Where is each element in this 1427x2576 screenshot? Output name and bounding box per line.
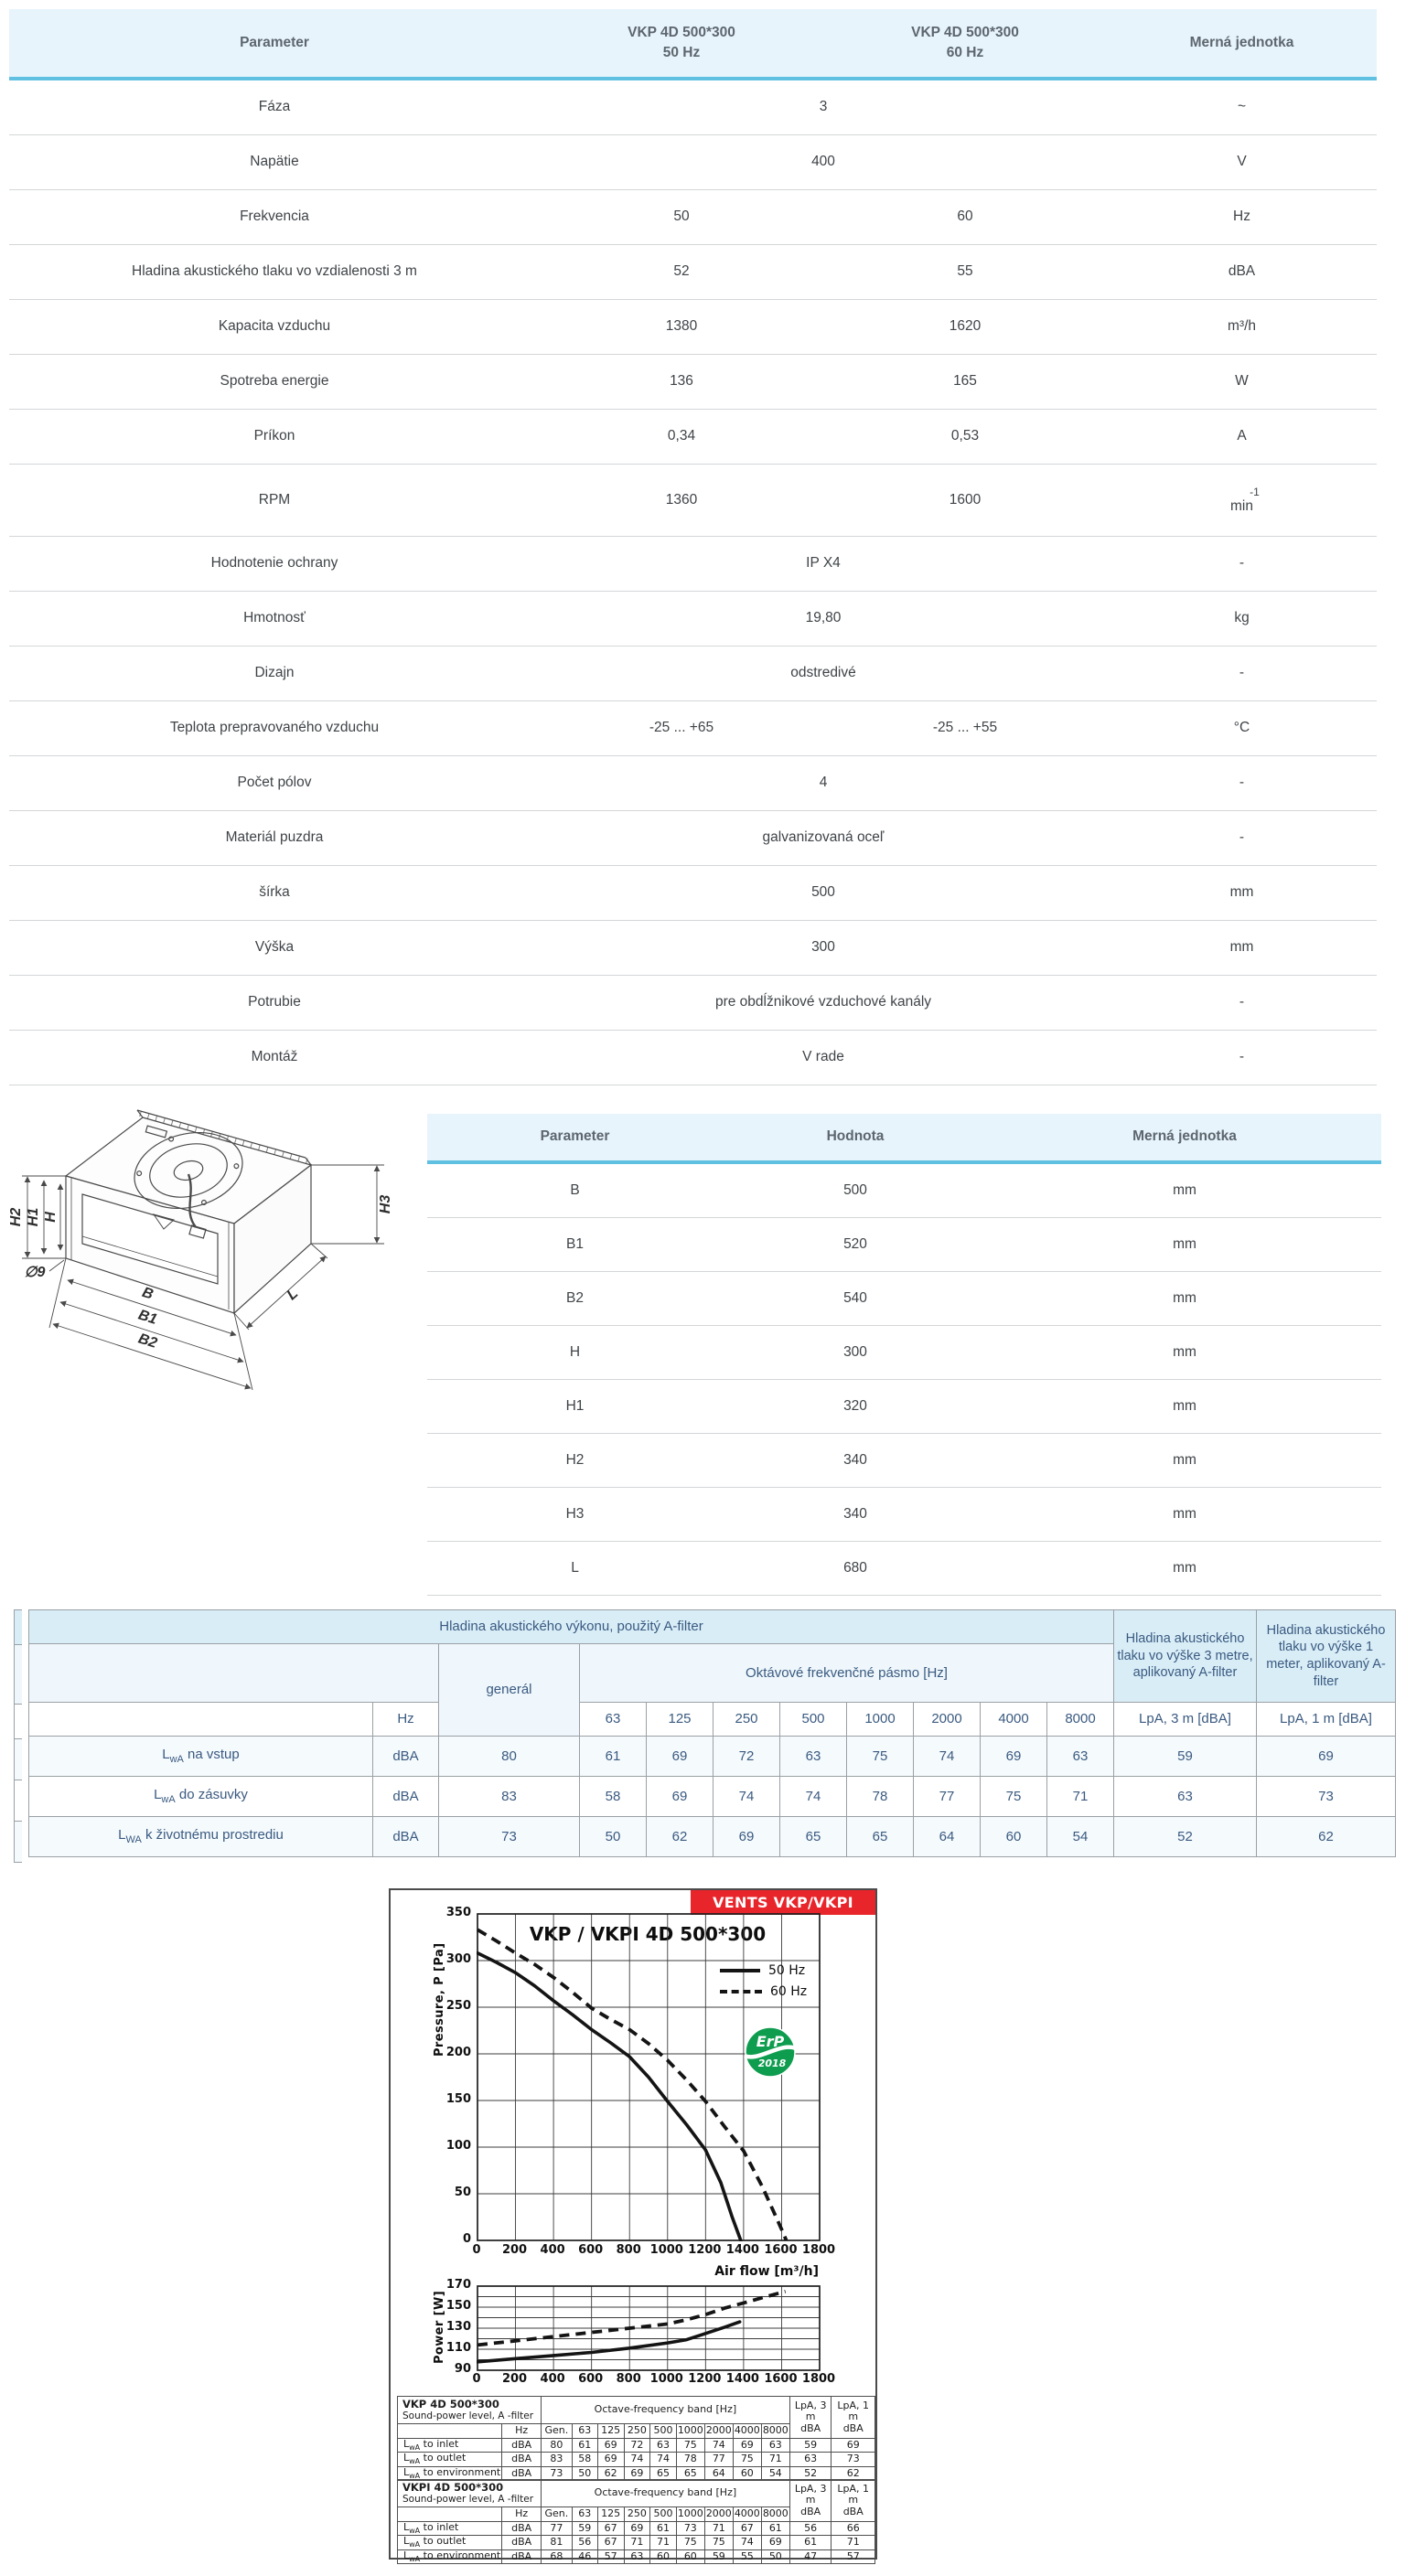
table-row: Počet pólov 4 - [9, 756, 1377, 811]
lpa1-unit-header: LpA, 1 m [dBA] [1257, 1703, 1396, 1737]
freq-header-cell: 500 [780, 1703, 847, 1737]
y-tick-label: 110 [445, 2341, 471, 2355]
table-row: B 500 mm [427, 1164, 1381, 1218]
dimensions-table [427, 1114, 1381, 1596]
y-tick-label: 50 [454, 2186, 471, 2199]
x-tick-label: 1600 [764, 2243, 798, 2257]
table-row: H1 320 mm [427, 1380, 1381, 1434]
spec-table [9, 9, 1377, 1085]
table-row: Dizajn odstredivé - [9, 647, 1377, 701]
dim-table-header [427, 1114, 1381, 1164]
x-tick-label: 800 [616, 2372, 641, 2386]
freq-header-cell: 1000 [847, 1703, 914, 1737]
x-tick-label: 1200 [688, 2243, 722, 2257]
x-tick-label: 200 [501, 2372, 528, 2386]
y-tick-label: 200 [445, 2046, 471, 2059]
freq-header-cell: 4000 [981, 1703, 1047, 1737]
general-column-header: generál [439, 1644, 580, 1737]
y-tick-label: 100 [445, 2139, 471, 2153]
col-header-value: Hodnota [826, 1128, 885, 1145]
lpa1-column-header: Hladina akustického tlaku vo výške 1 meter, aplikovaný A-filter [1257, 1610, 1396, 1703]
col-header-parameter: Parameter [240, 34, 309, 50]
lpa1-header: LpA, 1 m dBA [832, 2397, 875, 2439]
table-row: $L_{wA}$ to outlet dBA 81 56 67 71 71 75 75 74 69 61 71 [398, 2536, 875, 2549]
x-tick-label: 1800 [801, 2243, 836, 2257]
octave-band-header: Octave-frequency band [Hz] [542, 2480, 790, 2507]
freq-header-cell: 2000 [914, 1703, 981, 1737]
octave-band-header: Oktávové frekvenčné pásmo [Hz] [580, 1644, 1114, 1703]
table-row: $L_{wA}$ na vstup dBA 80 61 69 72 63 75 74 69 63 59 69 [29, 1737, 1396, 1777]
dim-label-b1: B1 [136, 1307, 159, 1328]
x-tick-label: 1000 [649, 2243, 683, 2257]
table-row: Výška 300 mm [9, 921, 1377, 976]
acoustic-power-table [28, 1609, 1396, 1857]
x-tick-label: 400 [540, 2372, 565, 2386]
dim-label-h3: H3 [378, 1194, 393, 1214]
vents-red-banner: VENTS VKP/VKPI [691, 1890, 875, 1915]
table-row: $L_{wA}$ to inlet dBA 80 61 69 72 63 75 74 69 63 59 69 [398, 2439, 875, 2453]
y-tick-label: 300 [445, 1952, 471, 1966]
erp-2018-badge [744, 2026, 797, 2079]
legend-60hz-label: 60 Hz [770, 1983, 808, 1999]
chart-title: VKP / VKPI 4D 500*300 [529, 1923, 767, 1945]
power-chart [477, 2285, 821, 2371]
acoustic-table-title: Hladina akustického výkonu, použitý A-filter [29, 1610, 1114, 1644]
mini-table-subtitle: Sound-power level, A -filter [402, 2410, 534, 2422]
x-tick-label: 1800 [801, 2372, 836, 2386]
table-row: Spotreba energie 136 165 W [9, 355, 1377, 410]
legend-50hz-label: 50 Hz [768, 1962, 806, 1978]
power-axis-label: Power [W] [433, 2290, 446, 2365]
lpa3-column-header: Hladina akustického tlaku vo výške 3 metre, aplikovaný A-filter [1114, 1610, 1257, 1703]
lpa3-unit-header: LpA, 3 m [dBA] [1114, 1703, 1257, 1737]
table-row: B2 540 mm [427, 1272, 1381, 1326]
x-tick-label: 0 [472, 2372, 481, 2386]
table-row: Hmotnosť 19,80 kg [9, 592, 1377, 647]
acoustic-table-left-gutter [14, 1609, 22, 1863]
table-row: RPM 1360 1600 -1 min [9, 465, 1377, 537]
octave-band-header: Octave-frequency band [Hz] [542, 2397, 790, 2424]
table-row: H 300 mm [427, 1326, 1381, 1380]
pressure-axis-label: Pressure, P [Pa] [433, 1942, 446, 2058]
table-row: Teplota prepravovaného vzduchu -25 ... +65 -25 ... +55 °C [9, 701, 1377, 756]
table-row: Materiál puzdra galvanizovaná oceľ - [9, 811, 1377, 866]
col-header-50hz: VKP 4D 500*300 50 Hz [628, 24, 735, 60]
x-tick-label: 600 [578, 2372, 604, 2386]
col-header-parameter: Parameter [540, 1128, 610, 1145]
x-tick-label: 1000 [649, 2372, 683, 2386]
x-tick-label: 600 [578, 2243, 604, 2257]
table-row: Potrubie pre obdĺžnikové vzduchové kanály - [9, 976, 1377, 1031]
legend-solid-line-sample [720, 1969, 760, 1972]
table-row: $L_{wA}$ to outlet dBA 83 58 69 74 74 78 77 75 71 63 73 [398, 2453, 875, 2466]
legend-dashed-line-sample [720, 1990, 762, 1993]
fan-isometric-drawing [7, 1097, 419, 1404]
x-tick-label: 800 [616, 2243, 641, 2257]
table-row: B1 520 mm [427, 1218, 1381, 1272]
table-row: H3 340 mm [427, 1488, 1381, 1542]
dim-label-h2: H2 [8, 1207, 24, 1227]
table-row: Hladina akustického tlaku vo vzdialenosti 3 m 52 55 dBA [9, 245, 1377, 300]
y-tick-label: 170 [445, 2278, 471, 2292]
table-row: Fáza 3 ~ [9, 80, 1377, 135]
hz-unit-header: Hz [373, 1703, 439, 1737]
table-row: Napätie 400 V [9, 135, 1377, 190]
table-row: Kapacita vzduchu 1380 1620 m³/h [9, 300, 1377, 355]
vkp-sound-table: VKP 4D 500*300 Sound-power level, A -filter Octave-frequency band [Hz] LpA, 3 m dBA LpA, 1 m dBA Hz Gen. 63 125 250 500 1000 2000 4000 8000 $L_{wA}$ to inlet dBA 80 61 69 72 63 75 74 69 63 59 69 $L_{wA}$ to outlet dBA 83 58 69 74 74 78 77 75 71 63 73 $L_{wA}$ to environment dBA 73 50 62 69 65 65 64 60 54 52 62 [397, 2396, 875, 2481]
table-row: šírka 500 mm [9, 866, 1377, 921]
lpa1-header: LpA, 1 m dBA [832, 2480, 875, 2522]
table-row: $L_{wA}$ to inlet dBA 77 59 67 69 61 73 71 67 61 56 66 [398, 2522, 875, 2536]
y-tick-label: 150 [445, 2092, 471, 2106]
y-tick-label: 350 [445, 1906, 471, 1919]
y-tick-label: 150 [445, 2299, 471, 2313]
table-row: Príkon 0,34 0,53 A [9, 410, 1377, 465]
table-row: H2 340 mm [427, 1434, 1381, 1488]
x-tick-label: 1600 [764, 2372, 798, 2386]
x-tick-label: 1400 [725, 2372, 759, 2386]
mini-table-subtitle: Sound-power level, A -filter [402, 2494, 534, 2506]
x-tick-label: 400 [540, 2243, 565, 2257]
y-tick-label: 130 [445, 2320, 471, 2334]
y-tick-label: 90 [454, 2362, 471, 2376]
lpa3-header: LpA, 3 m dBA [789, 2480, 832, 2522]
table-row: $L_{wA}$ to environment dBA 68 46 57 63 60 60 59 55 50 47 57 [398, 2549, 875, 2563]
table-row: $L_{WA}$ k životnému prostrediu dBA 73 50 62 69 65 65 64 60 54 52 62 [29, 1817, 1396, 1857]
col-header-60hz: VKP 4D 500*300 60 Hz [911, 24, 1019, 60]
table-row: $L_{wA}$ do zásuvky dBA 83 58 69 74 74 78 77 75 71 63 73 [29, 1777, 1396, 1817]
x-tick-label: 200 [501, 2243, 528, 2257]
freq-header-cell: 125 [647, 1703, 714, 1737]
y-tick-label: 250 [445, 1999, 471, 2013]
table-row: $L_{wA}$ to environment dBA 73 50 62 69 65 65 64 60 54 52 62 [398, 2466, 875, 2480]
chart-legend [720, 1960, 807, 2002]
dim-label-b: B [140, 1284, 156, 1303]
spec-table-header [9, 9, 1377, 80]
freq-header-cell: 250 [714, 1703, 780, 1737]
lpa3-header: LpA, 3 m dBA [789, 2397, 832, 2439]
dim-label-b2: B2 [136, 1331, 159, 1352]
svg-text:2018: 2018 [757, 2058, 787, 2069]
dim-label-diameter: ∅9 [24, 1265, 46, 1280]
col-header-unit: Merná jednotka [1189, 34, 1294, 50]
performance-chart-panel [389, 1888, 877, 2563]
table-row: L 680 mm [427, 1542, 1381, 1596]
freq-header-cell: 8000 [1047, 1703, 1114, 1737]
col-header-unit: Merná jednotka [1132, 1128, 1237, 1145]
svg-text:ErP: ErP [756, 2033, 785, 2050]
vkpi-sound-table: VKPI 4D 500*300 Sound-power level, A -filter Octave-frequency band [Hz] LpA, 3 m dBA LpA, 1 m dBA Hz Gen. 63 125 250 500 1000 2000 4000 8000 $L_{wA}$ to inlet dBA 77 59 67 69 61 73 71 67 61 56 66 $L_{wA}$ to outlet dBA 81 56 67 71 71 75 75 74 69 61 71 $L_{wA}$ to environment dBA 68 46 57 63 60 60 59 55 50 47 57 [397, 2479, 875, 2564]
mini-table-name: VKPI 4D 500*300 [402, 2480, 504, 2494]
airflow-axis-label: Air flow [m³/h] [714, 2264, 819, 2279]
dim-label-h1: H1 [26, 1207, 41, 1227]
y-tick-label: 0 [462, 2232, 471, 2246]
dimension-drawing [7, 1097, 419, 1404]
x-tick-label: 1200 [688, 2372, 722, 2386]
table-row: Montáž V rade - [9, 1031, 1377, 1085]
table-row: Hodnotenie ochrany IP X4 - [9, 537, 1377, 592]
freq-header-cell: 63 [580, 1703, 647, 1737]
dim-label-l: L [284, 1285, 302, 1304]
table-row: Frekvencia 50 60 Hz [9, 190, 1377, 245]
x-tick-label: 1400 [725, 2243, 759, 2257]
x-tick-label: 0 [472, 2243, 481, 2257]
mini-table-name: VKP 4D 500*300 [402, 2397, 499, 2410]
dim-label-h: H [43, 1212, 59, 1223]
